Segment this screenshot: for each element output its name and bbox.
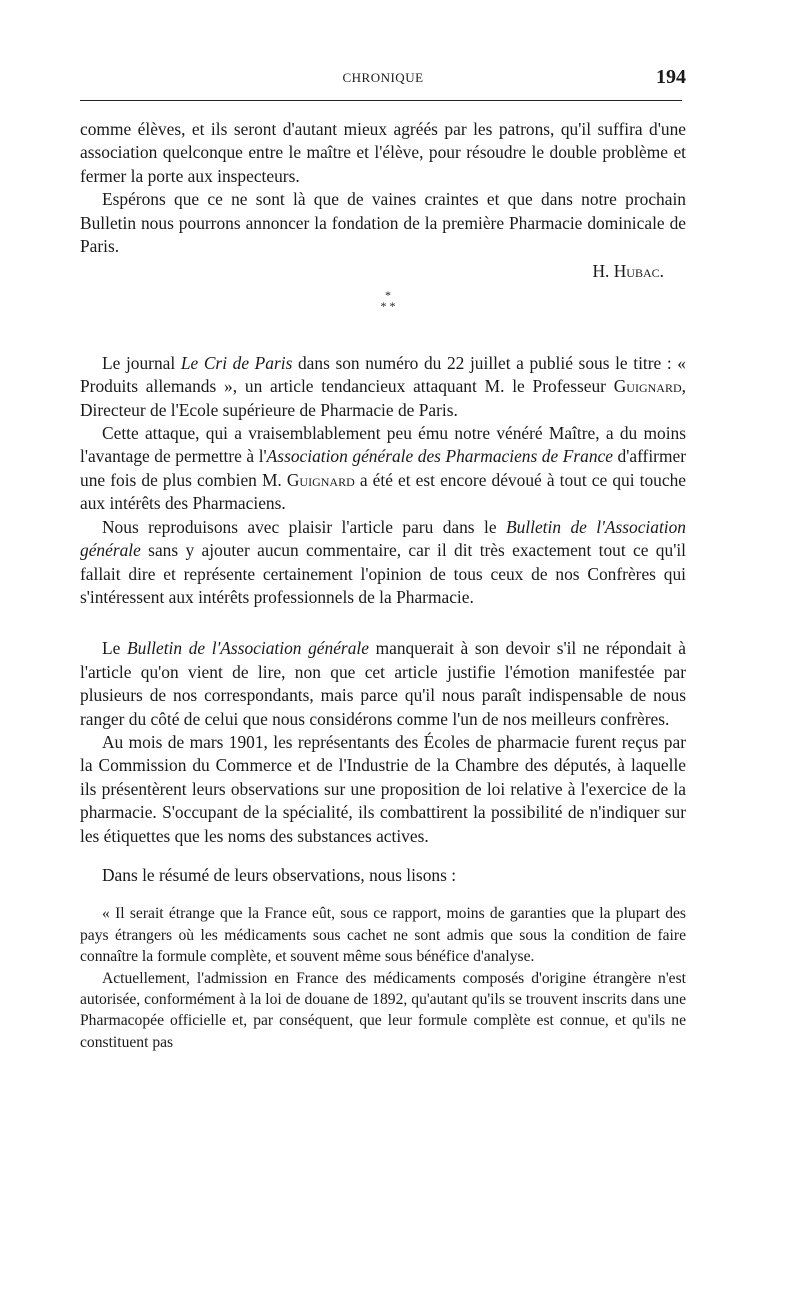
text-run: Nous reproduisons avec plaisir l'article paru dans le — [102, 516, 506, 537]
person-name: Guignard — [613, 376, 682, 397]
paragraph-7: Au mois de mars 1901, les représentants des Écoles de pharmacie furent reçus par la Commission du Commerce et de l'Industrie de la Chambre des députés, à laquelle ils présentèrent leurs observations sur une proposition de loi relative à l'exercice de la pharmacie. S'occupant de la spécialité, ils combattirent la possibilité de n'indiquer sur les étiquettes que les noms des substances actives. — [80, 731, 686, 846]
text-run: Le — [102, 638, 127, 659]
paragraph-6 — [80, 637, 686, 731]
bulletin-title: Bulletin de l'Association générale — [127, 638, 369, 659]
asterism-bottom: * * — [380, 298, 396, 313]
page-body — [80, 118, 686, 1053]
quote-paragraph-2: Actuellement, l'admission en France des médicaments composés d'origine étrangère n'est autorisée, conformément à la loi de douane de 1892, qu'autant qu'ils se trouvent inscrits dans une Pharmacopée officielle et, par conséquent, que leur formule complète est connue, et qu'ils ne constituent pas — [80, 969, 686, 1051]
paragraph-3 — [80, 352, 686, 422]
text-run: manquerait à son devoir s'il ne répondait à l'article qu'on vient de lire, non que cet article justifie l'émotion manifestée par plusieurs de nos correspondants, mais parce qu'il nous paraît indispensable de nous ranger du côté de celui que nous considérons comme l'un de nos meilleurs confrères. — [80, 638, 686, 729]
asterism — [90, 287, 686, 313]
text-run: d'affirmer une fois de plus combien M. — [80, 446, 687, 490]
document-page — [80, 0, 686, 1311]
paragraph-5 — [80, 516, 686, 610]
header-rule — [80, 100, 682, 101]
page-number: 194 — [656, 66, 686, 88]
text-run: a été et est encore dévoué à tout ce qui touche aux intérêts des Pharmaciens. — [80, 469, 686, 514]
text-run: dans son numéro du 22 juillet a publié sous le titre : « Produits allemands », un article tendancieux attaquant M. le Professeur — [80, 352, 687, 397]
asterism-top: * — [385, 287, 391, 302]
page-header — [80, 66, 686, 92]
signature-initial: H. — [592, 261, 610, 282]
paragraph-4 — [80, 422, 686, 516]
paragraph-2: Espérons que ce ne sont là que de vaines craintes et que dans notre prochain Bulletin nous pourrons annoncer la fondation de la première Pharmacie dominicale de Paris. — [80, 189, 686, 257]
text-run: , Directeur de l'Ecole supérieure de Pharmacie de Paris. — [80, 376, 686, 420]
bulletin-title: Bulletin de l'Association générale — [80, 516, 687, 561]
text-run: sans y ajouter aucun commentaire, car il dit très exactement tout ce qu'il fallait dire et représente certainement l'opinion de tous ceux de nos Confrères qui s'intéressent aux intérêts professionnels de la Pharmacie. — [80, 540, 686, 607]
association-name: Association générale des Pharmaciens de France — [266, 446, 613, 467]
signature-name: Hubac. — [613, 261, 664, 282]
journal-title: Le Cri de Paris — [180, 352, 293, 373]
signature — [80, 260, 686, 283]
text-run: Le journal — [102, 352, 181, 373]
quotation — [80, 903, 686, 1053]
running-head: CHRONIQUE — [342, 70, 424, 85]
paragraph-8: Dans le résumé de leurs observations, nous lisons : — [102, 864, 457, 885]
text-run: Cette attaque, qui a vraisemblablement peu ému notre vénéré Maître, a du moins l'avantage de permettre à l' — [80, 423, 686, 467]
paragraph-1: comme élèves, et ils seront d'autant mieux agréés par les patrons, qu'il suffira d'une association quelconque entre le maître et l'élève, pour résoudre le double problème et fermer la porte aux inspecteurs. — [80, 119, 686, 186]
quote-paragraph-1: « Il serait étrange que la France eût, sous ce rapport, moins de garanties que la plupart des pays étrangers où les médicaments sous cachet ne sont admis que sous la condition de faire connaître la formule complète, et souvent même sous bénéfice d'analyse. — [80, 905, 686, 966]
person-name: Guignard — [286, 469, 355, 490]
